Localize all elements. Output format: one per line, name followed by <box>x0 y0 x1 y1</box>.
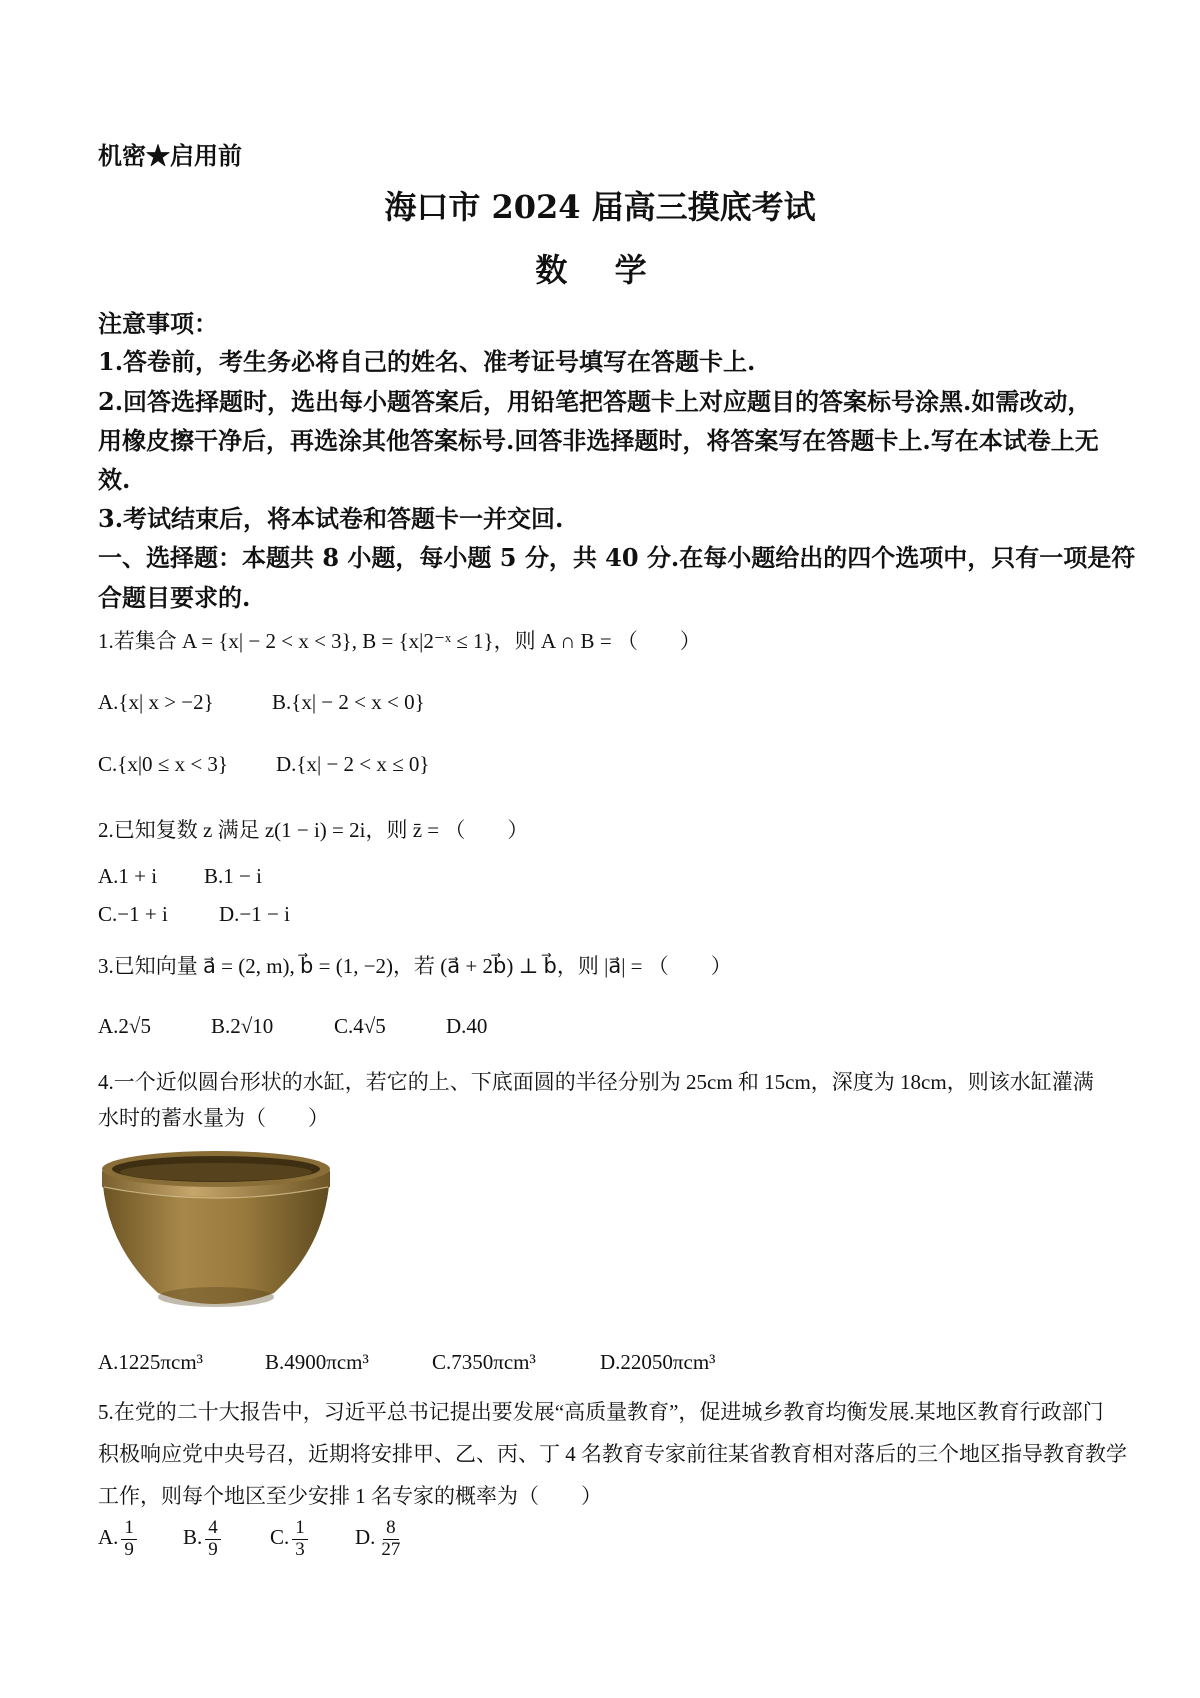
question-5-stem-line-1: 5.在党的二十大报告中，习近平总书记提出要发展“高质量教育”，促进城乡教育均衡发展.某地区教育行政部门 <box>98 1400 1104 1424</box>
question-5-option-a <box>98 1518 137 1561</box>
section1-heading-line-1: 一、选择题：本题共 8 小题，每小题 5 分，共 40 分.在每小题给出的四个选项中，只有一项是符 <box>98 543 1136 572</box>
question-3-option-d: D.40 <box>446 1014 488 1038</box>
question-1-option-c: C.{x|0 ≤ x < 3} <box>98 752 228 776</box>
fraction-numerator: 8 <box>383 1518 399 1540</box>
note-item-2-line-1: 2.回答选择题时，选出每小题答案后，用铅笔把答题卡上对应题目的答案标号涂黑.如需改动， <box>98 387 1092 416</box>
question-3-stem: 3.已知向量 a⃗ = (2, m), b⃗ = (1, −2)，若 (a⃗ + 2b⃗) ⊥ b⃗，则 |a⃗| = （ ） <box>98 954 732 978</box>
fraction-denominator: 27 <box>381 1538 401 1560</box>
question-5-option-c <box>270 1518 308 1561</box>
question-1-stem: 1.若集合 A = {x| − 2 < x < 3}, B = {x|2⁻ˣ ≤ 1}，则 A ∩ B = （ ） <box>98 629 701 653</box>
question-4-option-b: B.4900πcm³ <box>265 1350 369 1374</box>
question-4-option-d: D.22050πcm³ <box>600 1350 716 1374</box>
question-5-stem-line-2: 积极响应党中央号召，近期将安排甲、乙、丙、丁 4 名教育专家前往某省教育相对落后的三个地区指导教育教学 <box>98 1442 1127 1466</box>
question-4-stem-line-1: 4.一个近似圆台形状的水缸，若它的上、下底面圆的半径分别为 25cm 和 15cm，深度为 18cm，则该水缸灌满 <box>98 1070 1094 1094</box>
notes-heading: 注意事项： <box>98 309 218 338</box>
option-c-fraction <box>292 1518 308 1561</box>
fraction-numerator: 1 <box>292 1518 308 1540</box>
question-2-stem: 2.已知复数 z 满足 z(1 − i) = 2i，则 z̄ = （ ） <box>98 818 529 842</box>
question-1-option-d: D.{x| − 2 < x ≤ 0} <box>276 752 430 776</box>
subject-title: 数 学 <box>535 251 665 289</box>
question-3-option-c: C.4√5 <box>334 1014 386 1038</box>
option-d-label: D. <box>355 1525 376 1550</box>
section1-heading-line-2: 合题目要求的. <box>98 583 251 612</box>
question-2-option-c: C.−1 + i <box>98 902 168 926</box>
option-b-fraction <box>205 1518 221 1561</box>
option-d-fraction <box>378 1518 403 1561</box>
question-5-stem-line-3: 工作，则每个地区至少安排 1 名专家的概率为（ ） <box>98 1484 602 1508</box>
fraction-denominator: 3 <box>295 1538 305 1560</box>
question-4-option-c: C.7350πcm³ <box>432 1350 536 1374</box>
option-a-fraction <box>121 1518 137 1561</box>
exam-title: 海口市 2024 届高三摸底考试 <box>384 188 816 226</box>
question-4-option-a: A.1225πcm³ <box>98 1350 203 1374</box>
note-item-3: 3.考试结束后，将本试卷和答题卡一并交回. <box>98 504 564 533</box>
question-1-option-b: B.{x| − 2 < x < 0} <box>272 690 425 714</box>
option-b-label: B. <box>183 1525 203 1550</box>
fraction-numerator: 1 <box>121 1518 137 1540</box>
fraction-numerator: 4 <box>205 1518 221 1540</box>
question-5-option-b <box>183 1518 221 1561</box>
question-3-option-a: A.2√5 <box>98 1014 151 1038</box>
question-2-option-b: B.1 − i <box>204 864 262 888</box>
water-vat-image <box>98 1143 334 1311</box>
fraction-denominator: 9 <box>208 1538 218 1560</box>
note-item-2-line-3: 效. <box>98 465 131 494</box>
option-a-label: A. <box>98 1525 119 1550</box>
question-5-option-d <box>355 1518 403 1561</box>
confidential-label: 机密★启用前 <box>98 141 242 170</box>
note-item-1: 1.答卷前，考生务必将自己的姓名、准考证号填写在答题卡上. <box>98 347 756 376</box>
question-3-option-b: B.2√10 <box>211 1014 274 1038</box>
fraction-denominator: 9 <box>124 1538 134 1560</box>
question-4-stem-line-2: 水时的蓄水量为（ ） <box>98 1106 329 1130</box>
option-c-label: C. <box>270 1525 290 1550</box>
question-1-option-a: A.{x| x > −2} <box>98 690 214 714</box>
question-2-option-d: D.−1 − i <box>219 902 290 926</box>
question-2-option-a: A.1 + i <box>98 864 158 888</box>
note-item-2-line-2: 用橡皮擦干净后，再选涂其他答案标号.回答非选择题时，将答案写在答题卡上.写在本试卷上无 <box>98 426 1099 455</box>
